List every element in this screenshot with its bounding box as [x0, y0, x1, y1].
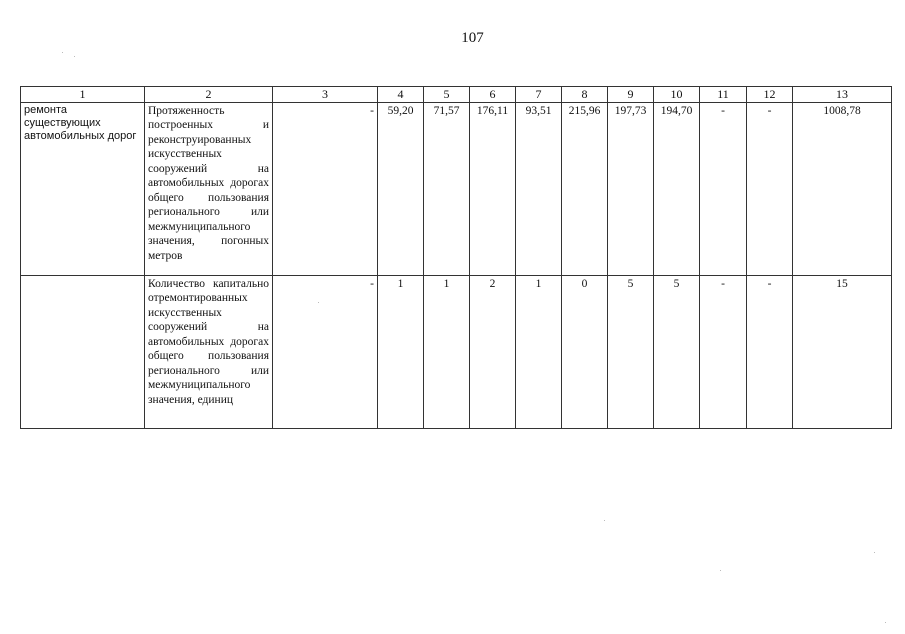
table-header-row	[21, 87, 892, 103]
value-cell: 1	[378, 275, 424, 428]
scan-speck	[885, 622, 886, 623]
column-header: 7	[516, 87, 562, 103]
value-cell: 176,11	[470, 102, 516, 275]
scan-speck	[720, 570, 721, 571]
column-header: 11	[700, 87, 747, 103]
scan-speck	[604, 520, 605, 521]
value-cell: -	[700, 275, 747, 428]
value-cell: -	[747, 275, 793, 428]
scan-speck	[874, 552, 875, 553]
column-header: 9	[608, 87, 654, 103]
scan-speck	[74, 56, 75, 57]
value-cell: 59,20	[378, 102, 424, 275]
value-cell: 93,51	[516, 102, 562, 275]
value-cell: -	[273, 275, 378, 428]
value-cell: 5	[654, 275, 700, 428]
scan-speck	[62, 52, 63, 53]
value-cell: 5	[608, 275, 654, 428]
column-header: 12	[747, 87, 793, 103]
total-cell: 15	[793, 275, 892, 428]
indicator-cell: Протяженность построенных и реконструированных искусственных сооружений на автомобильных дорогах общего пользования регионального или межмуниципального значения, погонных метров	[145, 102, 273, 275]
column-header: 4	[378, 87, 424, 103]
value-cell: -	[273, 102, 378, 275]
total-cell: 1008,78	[793, 102, 892, 275]
column-header: 13	[793, 87, 892, 103]
value-cell: 71,57	[424, 102, 470, 275]
value-cell: -	[700, 102, 747, 275]
column-header: 2	[145, 87, 273, 103]
value-cell: 215,96	[562, 102, 608, 275]
column-header: 1	[21, 87, 145, 103]
column-header: 6	[470, 87, 516, 103]
table-row	[21, 275, 892, 428]
value-cell: 1	[516, 275, 562, 428]
value-cell: 2	[470, 275, 516, 428]
column-header: 5	[424, 87, 470, 103]
value-cell: 197,73	[608, 102, 654, 275]
table-row	[21, 102, 892, 275]
column-header: 10	[654, 87, 700, 103]
category-cell: ремонта существующих автомобильных дорог	[21, 102, 145, 275]
scan-speck	[318, 302, 319, 303]
data-table	[20, 86, 892, 429]
category-cell	[21, 275, 145, 428]
value-cell: 0	[562, 275, 608, 428]
column-header: 8	[562, 87, 608, 103]
page-number: 107	[461, 30, 484, 46]
column-header: 3	[273, 87, 378, 103]
indicator-cell: Количество капитально отремонтированных искусственных сооружений на автомобильных дорогах общего пользования регионального или межмуниципального значения, единиц	[145, 275, 273, 428]
value-cell: -	[747, 102, 793, 275]
value-cell: 194,70	[654, 102, 700, 275]
value-cell: 1	[424, 275, 470, 428]
